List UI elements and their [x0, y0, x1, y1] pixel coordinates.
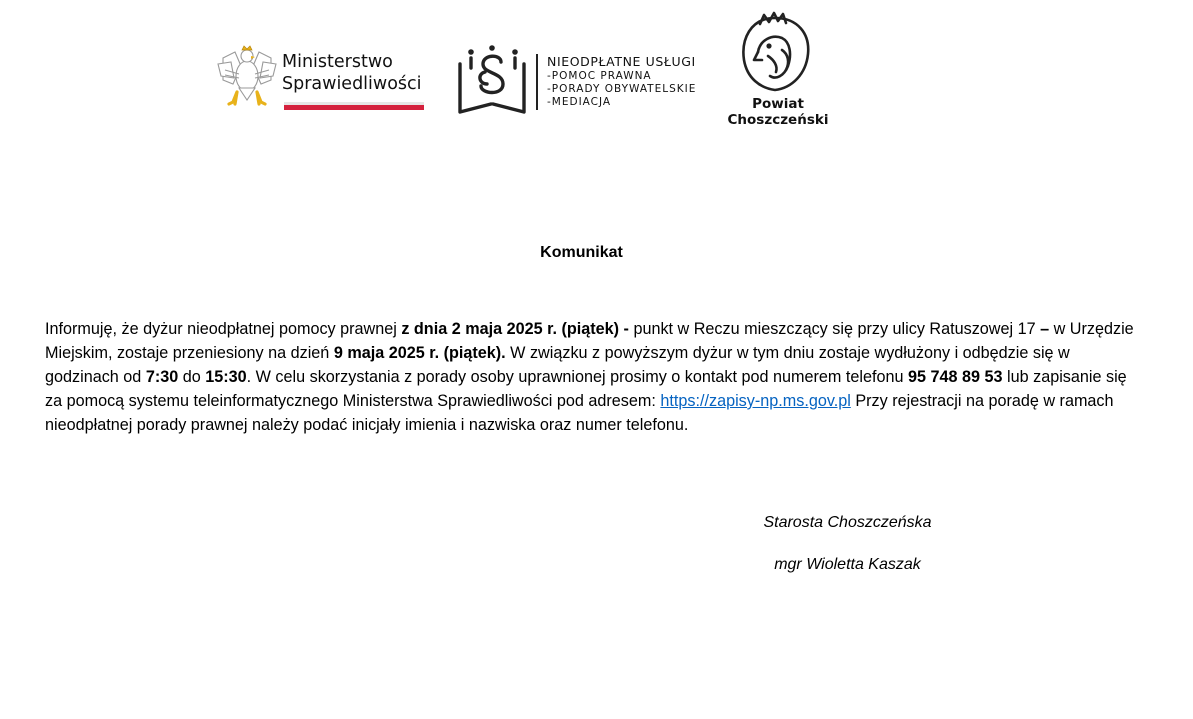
- ministry-name-line1: Ministerstwo: [282, 52, 393, 72]
- paragraph-text: Przy rejestracji na poradę w ramach nieodpłatnej porady prawnej należy podać inicjały imienia i nazwiska oraz numer telefonu.: [45, 392, 1114, 434]
- paragraph-text: w Urzędzie Miejskim, zostaje przeniesiony na dzień: [45, 320, 1134, 362]
- free-legal-services-logo: [457, 44, 717, 116]
- eagle-head-icon: [738, 10, 812, 94]
- document-heading: Komunikat: [540, 244, 623, 261]
- paragraph-text: do: [178, 368, 206, 386]
- logo-bar: [0, 0, 1193, 140]
- county-logo: [718, 10, 838, 134]
- services-title: NIEODPŁATNE USŁUGI: [547, 54, 696, 69]
- paragraph-text: . W celu skorzystania z porady osoby uprawnionej prosimy o kontakt pod numerem telefonu: [246, 368, 908, 386]
- services-item: -MEDIACJA: [547, 96, 612, 108]
- paragraph-text: W związku z powyższym dyżur w tym dniu zostaje wydłużony i odbędzie się w godzinach od: [45, 344, 1070, 386]
- flag-stripe: [284, 102, 424, 110]
- signature-title: Starosta Choszczeńska: [763, 514, 932, 531]
- phone-number: 95 748 89 53: [907, 368, 1003, 386]
- signature-name: mgr Wioletta Kaszak: [774, 556, 921, 573]
- logo-divider: [536, 54, 538, 110]
- county-name-line2: Choszczeński: [727, 112, 829, 128]
- services-item: -POMOC PRAWNA: [547, 70, 652, 82]
- paragraph-bold: 15:30: [205, 368, 247, 386]
- polish-eagle-icon: [215, 44, 279, 112]
- paragraph-book-icon: [457, 44, 527, 116]
- paragraph-text: Informuję, że dyżur nieodpłatnej pomocy prawnej: [45, 320, 402, 338]
- county-name-line1: Powiat: [752, 96, 804, 112]
- ministry-logo: [215, 44, 430, 116]
- services-item: -PORADY OBYWATELSKIE: [547, 83, 697, 95]
- announcement-paragraph: [45, 317, 1135, 437]
- paragraph-bold: 7:30: [145, 368, 179, 386]
- paragraph-bold: –: [1040, 320, 1050, 338]
- paragraph-bold: 9 maja 2025 r. (piątek).: [333, 344, 506, 362]
- paragraph-text: punkt w Reczu mieszczący się przy ulicy Ratuszowej 17: [628, 320, 1041, 338]
- ministry-name-line2: Sprawiedliwości: [282, 74, 422, 94]
- registration-link[interactable]: https://zapisy-np.ms.gov.pl: [660, 392, 851, 410]
- paragraph-text: lub zapisanie się za pomocą systemu teleinformatycznego Ministerstwa Sprawiedliwości pod adresem:: [45, 368, 1127, 410]
- paragraph-bold: z dnia 2 maja 2025 r. (piątek) -: [401, 320, 629, 338]
